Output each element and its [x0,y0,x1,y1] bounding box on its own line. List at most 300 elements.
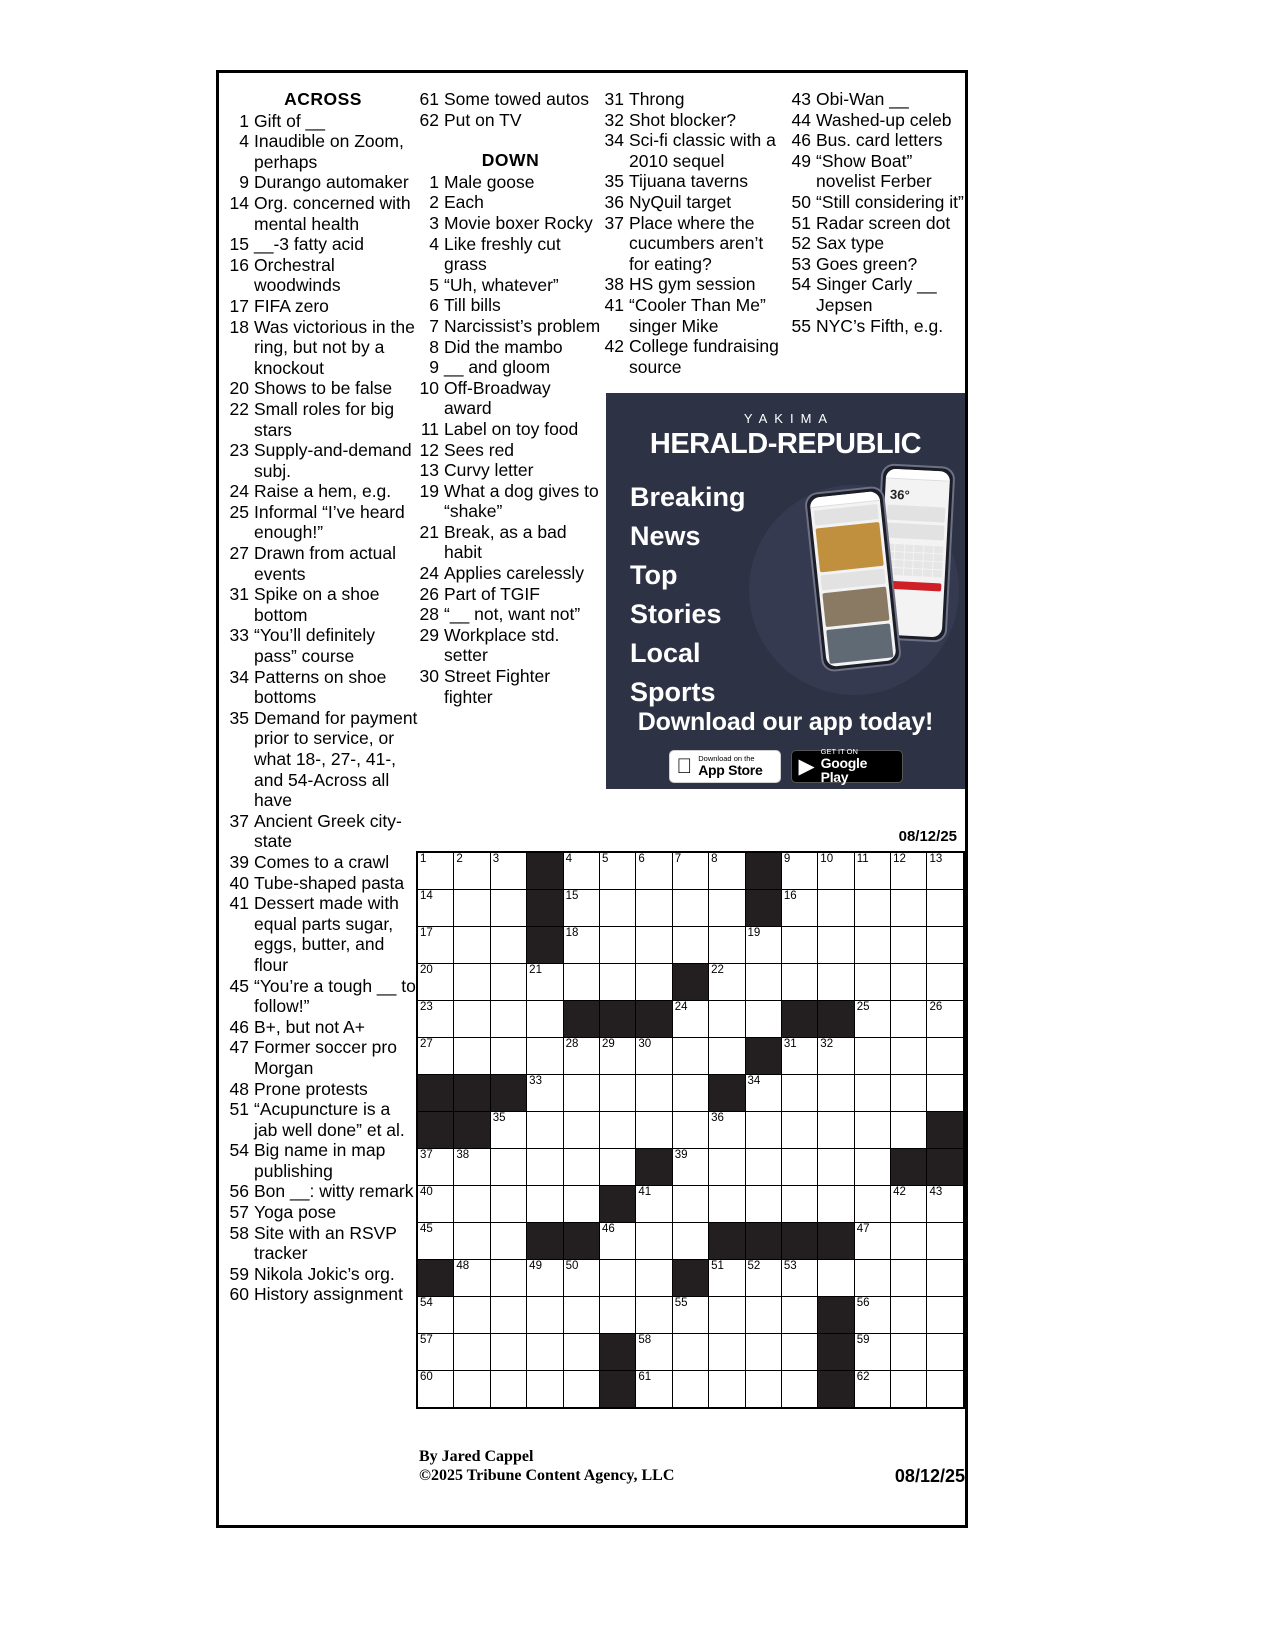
grid-cell[interactable] [563,1297,599,1334]
grid-cell[interactable] [599,964,635,1001]
clue-down-28 [418,604,603,625]
grid-cell[interactable] [672,1371,708,1409]
grid-cell[interactable] [636,1223,672,1260]
grid-cell-number: 33 [529,1075,542,1087]
grid-row [417,1075,964,1112]
grid-cell[interactable] [891,852,927,890]
grid-cell[interactable] [490,1371,526,1409]
clue-number: 40 [229,872,249,893]
clue-number: 62 [419,109,439,130]
grid-cell[interactable] [927,1075,964,1112]
grid-cell[interactable] [672,1334,708,1371]
grid-cell[interactable] [781,1371,817,1409]
clue-text: Comes to a crawl [254,851,390,872]
grid-cell[interactable] [854,1038,890,1075]
grid-cell[interactable] [636,1038,672,1075]
grid-cell-number: 52 [747,1260,761,1272]
clue-across-4 [228,131,418,172]
grid-cell[interactable] [527,1371,563,1409]
crossword-grid[interactable] [416,851,965,1409]
grid-cell[interactable] [417,852,454,890]
grid-cell-number: 9 [783,853,791,865]
grid-cell[interactable] [599,927,635,964]
grid-cell[interactable] [891,1186,927,1223]
clue-across-54 [228,1140,418,1181]
clue-text: “Show Boat” novelist Ferber [816,150,932,192]
clue-across-47 [228,1037,418,1078]
grid-cell[interactable] [417,1371,454,1409]
clue-number: 8 [429,336,439,357]
grid-row [417,1186,964,1223]
newspaper-app-advertisement[interactable] [606,393,965,789]
badge-line-2: Google Play [820,754,868,786]
grid-cell[interactable] [709,1038,745,1075]
grid-cell[interactable] [672,1112,708,1149]
grid-cell[interactable] [490,1297,526,1334]
grid-cell-block [527,890,563,927]
grid-cell[interactable] [672,1149,708,1186]
grid-cell[interactable] [599,1038,635,1075]
clue-text: Site with an RSVP tracker [254,1222,397,1264]
grid-cell[interactable] [745,1001,781,1038]
grid-cell[interactable] [636,927,672,964]
grid-cell[interactable] [454,1223,490,1260]
grid-cell[interactable] [417,1001,454,1038]
grid-row [417,890,964,927]
grid-cell[interactable] [854,1260,890,1297]
clue-down-6 [418,295,603,316]
grid-cell[interactable] [818,852,854,890]
clue-text: Raise a hem, e.g. [254,481,392,502]
grid-cell[interactable] [672,1038,708,1075]
grid-cell[interactable] [709,1112,745,1149]
crossword-grid-container[interactable] [416,851,965,1409]
grid-cell[interactable] [854,1001,890,1038]
grid-cell-number: 19 [747,927,761,939]
clue-down-53 [790,254,965,275]
grid-cell[interactable] [527,1260,563,1297]
clue-text: Supply-and-demand subj. [254,440,412,481]
grid-cell[interactable] [818,890,854,927]
grid-cell[interactable] [818,964,854,1001]
app-store-badge[interactable] [669,750,781,783]
grid-cell[interactable] [417,1334,454,1371]
clue-down-50 [790,192,965,213]
grid-cell[interactable] [599,1075,635,1112]
grid-cell[interactable] [490,1001,526,1038]
badge-line-2: App Store [682,762,747,779]
grid-cell-number: 13 [929,853,943,865]
grid-cell[interactable] [818,927,854,964]
clue-down-13 [418,460,603,481]
grid-cell[interactable] [891,1334,927,1371]
grid-cell[interactable] [636,1186,672,1223]
grid-cell-block [417,1260,454,1297]
grid-cell[interactable] [672,1223,708,1260]
grid-cell[interactable] [527,1149,563,1186]
grid-cell[interactable] [818,1260,854,1297]
grid-cell-number: 3 [492,853,500,865]
grid-cell[interactable] [527,1001,563,1038]
grid-cell[interactable] [636,1112,672,1149]
clue-text: Male goose [444,171,535,192]
grid-cell[interactable] [636,852,672,890]
clue-text: Was victorious in the ring, but not by a knockout [254,316,415,378]
clue-number: 34 [604,130,624,151]
ad-feature-list [630,481,746,715]
grid-cell[interactable] [454,1001,490,1038]
grid-cell[interactable] [563,1149,599,1186]
grid-cell[interactable] [891,1038,927,1075]
grid-cell-block [527,852,563,890]
grid-cell[interactable] [636,1075,672,1112]
grid-cell[interactable] [417,927,454,964]
grid-cell[interactable] [781,1038,817,1075]
grid-cell[interactable] [527,1297,563,1334]
grid-cell[interactable] [563,890,599,927]
grid-cell[interactable] [563,964,599,1001]
grid-cell[interactable] [636,1297,672,1334]
clue-number: 50 [791,191,811,212]
grid-cell[interactable] [781,927,817,964]
grid-cell[interactable] [454,927,490,964]
grid-cell[interactable] [599,1112,635,1149]
grid-cell[interactable] [745,1297,781,1334]
clue-text: NYC’s Fifth, e.g. [816,315,944,336]
grid-cell[interactable] [818,1186,854,1223]
grid-cell[interactable] [854,1371,890,1409]
clue-number: 59 [229,1263,249,1284]
grid-cell[interactable] [854,1186,890,1223]
clue-text: Orchestral woodwinds [254,254,341,296]
grid-cell[interactable] [417,1149,454,1186]
clue-number: 29 [419,624,439,645]
grid-cell[interactable] [709,890,745,927]
grid-cell-number: 34 [747,1075,761,1087]
grid-cell[interactable] [563,1038,599,1075]
grid-cell-block [563,1001,599,1038]
grid-cell[interactable] [745,1186,781,1223]
grid-cell[interactable] [563,1075,599,1112]
clue-down-31 [603,89,788,110]
grid-cell[interactable] [454,1186,490,1223]
clue-across-40 [228,873,418,894]
grid-cell[interactable] [818,1112,854,1149]
clue-number: 23 [229,440,249,461]
grid-cell[interactable] [745,1075,781,1112]
clue-down-3 [418,213,603,234]
grid-cell[interactable] [454,1149,490,1186]
grid-cell[interactable] [454,1371,490,1409]
grid-cell[interactable] [781,890,817,927]
grid-cell[interactable] [599,1223,635,1260]
grid-cell[interactable] [891,927,927,964]
grid-cell-number: 22 [711,964,724,976]
clue-across-23 [228,440,418,481]
grid-cell[interactable] [636,890,672,927]
clue-text: History assignment [254,1284,403,1305]
grid-cell[interactable] [490,1112,526,1149]
grid-cell[interactable] [781,1112,817,1149]
grid-cell[interactable] [927,927,964,964]
grid-cell[interactable] [854,890,890,927]
grid-cell[interactable] [927,1297,964,1334]
grid-cell[interactable] [563,1260,599,1297]
grid-cell-block [417,1112,454,1149]
grid-cell[interactable] [563,852,599,890]
grid-cell[interactable] [527,1186,563,1223]
clue-text: __ and gloom [444,357,551,378]
grid-cell-block [781,1001,817,1038]
grid-cell[interactable] [891,964,927,1001]
grid-cell[interactable] [563,1112,599,1149]
grid-cell[interactable] [599,1260,635,1297]
google-play-badge[interactable] [791,746,903,786]
clue-text: Singer Carly __ Jepsen [816,274,937,315]
grid-cell[interactable] [745,1260,781,1297]
grid-cell[interactable] [527,1075,563,1112]
grid-cell[interactable] [709,1371,745,1409]
grid-cell[interactable] [709,1001,745,1038]
grid-cell-number: 35 [492,1112,506,1124]
grid-cell[interactable] [636,964,672,1001]
grid-cell[interactable] [563,1186,599,1223]
grid-cell[interactable] [454,1260,490,1297]
grid-cell-block [599,1371,635,1409]
clue-column-across-2-down-1 [418,89,603,707]
grid-cell[interactable] [709,852,745,890]
grid-cell[interactable] [818,1075,854,1112]
grid-cell[interactable] [417,1223,454,1260]
grid-cell[interactable] [927,1038,964,1075]
grid-cell[interactable] [891,1260,927,1297]
grid-cell[interactable] [745,927,781,964]
grid-cell[interactable] [927,1371,964,1409]
grid-cell[interactable] [745,1149,781,1186]
grid-cell[interactable] [599,1297,635,1334]
grid-cell[interactable] [854,1112,890,1149]
grid-cell[interactable] [527,1112,563,1149]
grid-row [417,1260,964,1297]
grid-cell[interactable] [927,1260,964,1297]
clue-text: Off-Broadway award [444,377,551,419]
grid-cell[interactable] [490,1038,526,1075]
grid-cell[interactable] [709,1149,745,1186]
clue-number: 12 [419,439,439,460]
grid-cell[interactable] [417,1186,454,1223]
grid-cell[interactable] [709,1186,745,1223]
grid-cell[interactable] [854,1297,890,1334]
grid-cell[interactable] [891,1297,927,1334]
grid-cell[interactable] [709,1334,745,1371]
grid-cell[interactable] [927,890,964,927]
grid-cell[interactable] [709,927,745,964]
grid-cell[interactable] [709,964,745,1001]
clue-text: Durango automaker [254,172,409,193]
grid-cell[interactable] [454,852,490,890]
ad-title-text: HERALD-REPUBLIC [649,428,922,460]
grid-cell[interactable] [745,1371,781,1409]
grid-cell[interactable] [854,927,890,964]
clue-number: 46 [791,130,811,151]
grid-cell[interactable] [709,1297,745,1334]
grid-cell[interactable] [490,964,526,1001]
clue-number: 3 [429,212,439,233]
grid-cell[interactable] [490,1223,526,1260]
grid-cell[interactable] [745,964,781,1001]
grid-cell[interactable] [672,852,708,890]
grid-cell[interactable] [527,1334,563,1371]
grid-cell[interactable] [417,1297,454,1334]
clue-text: “Cooler Than Me” singer Mike [629,294,766,336]
grid-cell-number: 20 [420,964,433,976]
grid-cell[interactable] [781,1149,817,1186]
grid-cell[interactable] [781,1186,817,1223]
clue-down-4 [418,234,603,275]
grid-cell[interactable] [490,1149,526,1186]
grid-cell-number: 46 [601,1223,615,1235]
grid-cell[interactable] [854,1149,890,1186]
grid-cell[interactable] [417,964,454,1001]
grid-cell[interactable] [490,1186,526,1223]
grid-cell[interactable] [490,1334,526,1371]
clue-down-49 [790,151,965,192]
clue-across-31 [228,584,418,625]
grid-cell-number: 47 [856,1223,870,1235]
grid-cell[interactable] [927,1001,964,1038]
grid-cell[interactable] [454,1038,490,1075]
grid-cell[interactable] [891,890,927,927]
clue-text: “You’re a tough __ to follow!” [254,975,416,1017]
grid-cell[interactable] [781,1334,817,1371]
grid-cell[interactable] [891,1075,927,1112]
clue-text: Small roles for big stars [254,398,395,440]
ad-feature-line-3: Top [630,560,678,590]
grid-cell[interactable] [927,852,964,890]
clue-across-33 [228,625,418,666]
grid-cell[interactable] [891,1112,927,1149]
grid-row [417,852,964,890]
grid-cell-number: 36 [711,1112,724,1124]
clue-number: 36 [604,191,624,212]
grid-cell-number: 26 [929,1001,943,1013]
grid-cell[interactable] [527,964,563,1001]
grid-cell[interactable] [490,852,526,890]
grid-cell[interactable] [854,964,890,1001]
grid-cell[interactable] [636,1334,672,1371]
grid-cell[interactable] [672,1186,708,1223]
grid-cell-number: 38 [456,1149,470,1161]
grid-cell[interactable] [927,1334,964,1371]
grid-cell[interactable] [563,1371,599,1409]
grid-cell[interactable] [854,852,890,890]
grid-cell[interactable] [709,1260,745,1297]
grid-cell-block [599,1001,635,1038]
grid-cell[interactable] [417,890,454,927]
grid-cell[interactable] [781,1297,817,1334]
grid-cell[interactable] [454,964,490,1001]
grid-cell[interactable] [672,1001,708,1038]
grid-cell[interactable] [636,1260,672,1297]
grid-cell[interactable] [927,1186,964,1223]
grid-cell[interactable] [891,1371,927,1409]
clue-across-61 [418,89,603,110]
clue-number: 35 [604,171,624,192]
grid-cell-number: 51 [711,1260,724,1272]
grid-cell[interactable] [599,852,635,890]
clue-number: 58 [229,1222,249,1243]
grid-cell-block [745,890,781,927]
grid-cell[interactable] [927,1223,964,1260]
clue-number: 18 [229,316,249,337]
grid-cell[interactable] [417,1038,454,1075]
grid-cell[interactable] [745,1334,781,1371]
grid-cell[interactable] [454,890,490,927]
grid-cell[interactable] [672,1297,708,1334]
clue-number: 24 [229,481,249,502]
grid-cell-number: 10 [820,853,834,865]
grid-cell[interactable] [781,852,817,890]
grid-cell[interactable] [818,1149,854,1186]
grid-cell[interactable] [490,890,526,927]
grid-cell[interactable] [672,1075,708,1112]
grid-cell[interactable] [854,1334,890,1371]
clue-number: 44 [791,109,811,130]
grid-cell[interactable] [454,1334,490,1371]
grid-cell[interactable] [563,1334,599,1371]
grid-cell[interactable] [527,1038,563,1075]
grid-cell[interactable] [745,1112,781,1149]
grid-cell[interactable] [781,964,817,1001]
clue-number: 39 [229,851,249,872]
grid-cell-number: 54 [420,1297,433,1309]
clue-column-across-1 [228,89,418,1305]
grid-cell[interactable] [818,1038,854,1075]
grid-cell[interactable] [490,927,526,964]
grid-cell-block [927,1112,964,1149]
clue-number: 43 [791,89,811,109]
grid-cell[interactable] [599,1149,635,1186]
grid-cell[interactable] [891,1223,927,1260]
clue-text: Gift of __ [254,110,326,131]
grid-cell[interactable] [781,1260,817,1297]
clue-across-1 [228,111,418,132]
grid-cell[interactable] [672,927,708,964]
apple-icon [677,756,693,777]
grid-cell[interactable] [599,890,635,927]
grid-cell[interactable] [490,1260,526,1297]
grid-cell[interactable] [854,1075,890,1112]
grid-cell[interactable] [781,1075,817,1112]
grid-cell[interactable] [563,927,599,964]
clue-text: Bon __: witty remark [254,1181,414,1202]
clue-number: 21 [419,521,439,542]
grid-row [417,1038,964,1075]
grid-cell[interactable] [636,1371,672,1409]
grid-cell-number: 29 [601,1038,615,1050]
clue-number: 1 [239,110,249,131]
grid-cell-block [527,1223,563,1260]
clue-number: 13 [419,460,439,481]
clue-across-17 [228,296,418,317]
grid-cell[interactable] [927,964,964,1001]
grid-cell-number: 32 [820,1038,834,1050]
grid-cell[interactable] [672,890,708,927]
grid-cell[interactable] [454,1297,490,1334]
down-clue-list-part3 [790,89,965,336]
grid-cell[interactable] [891,1001,927,1038]
grid-cell[interactable] [854,1223,890,1260]
